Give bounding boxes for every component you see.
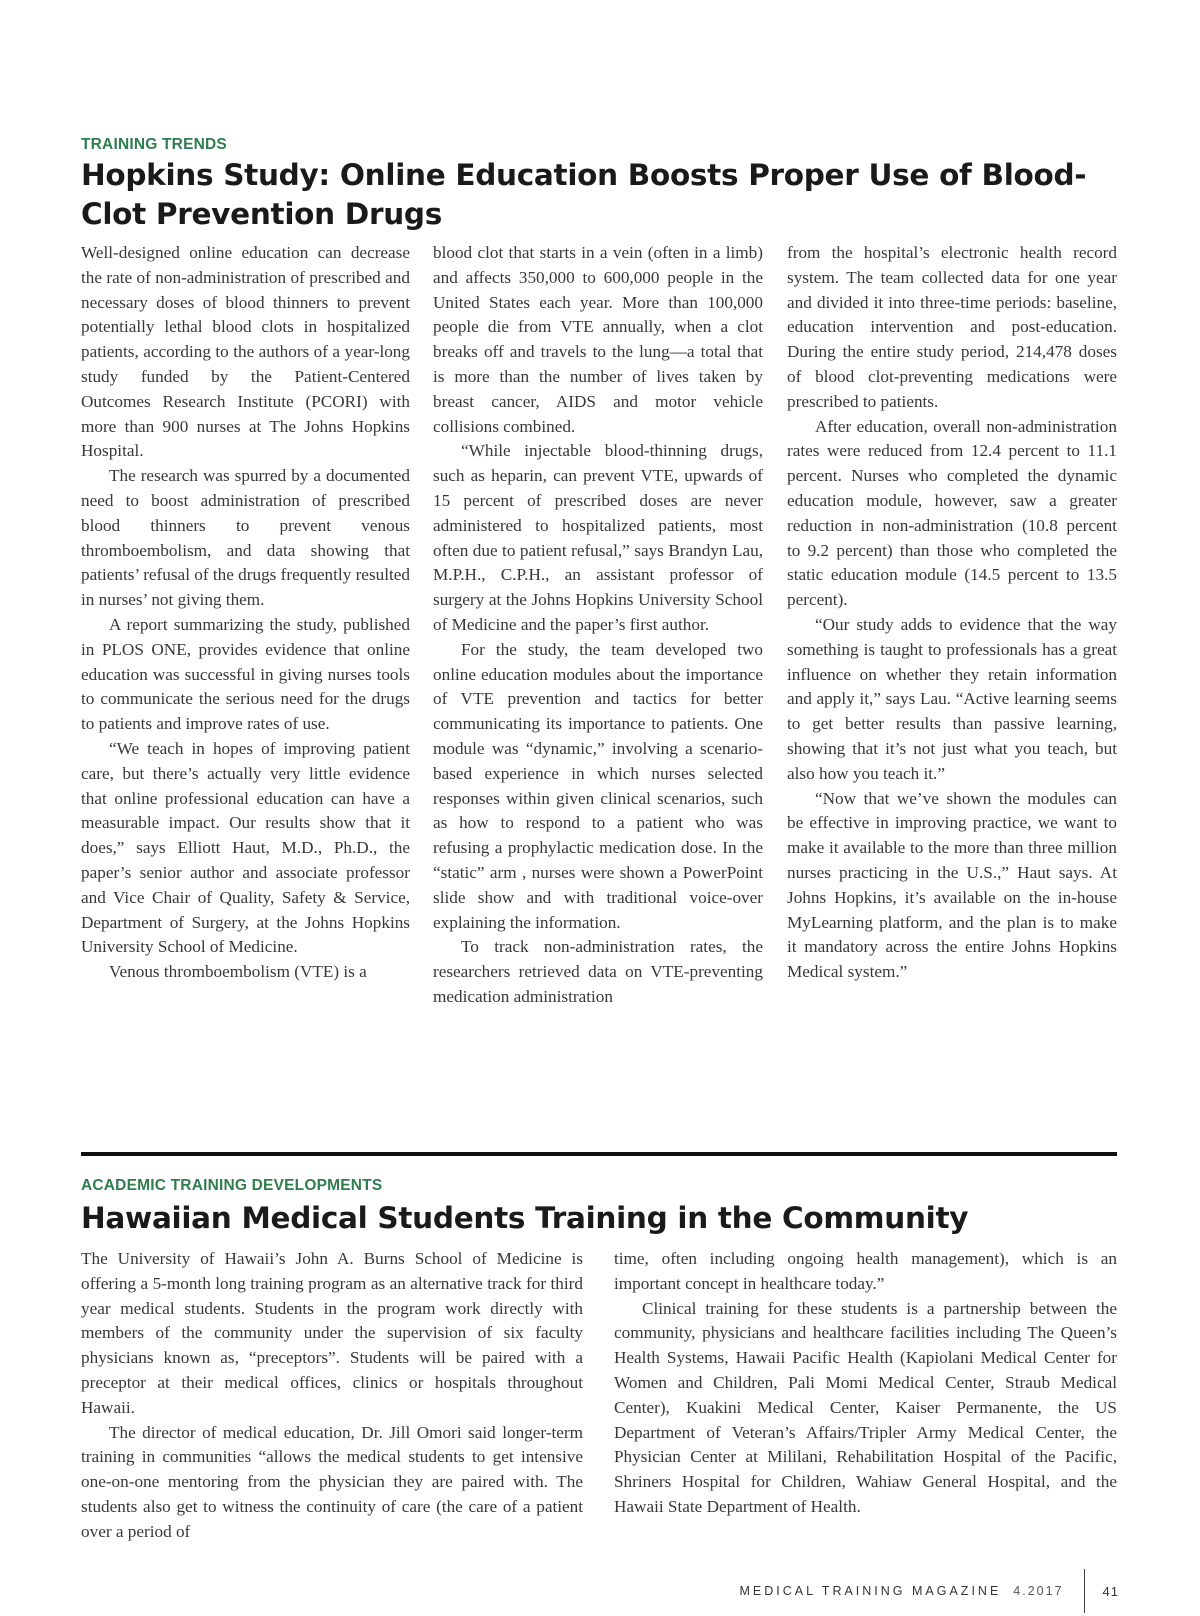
- magazine-name: MEDICAL TRAINING MAGAZINE: [739, 1584, 1002, 1598]
- article-body-columns: [81, 241, 1117, 1010]
- page-footer: [739, 1569, 1119, 1613]
- headline-line-1: Hopkins Study: Online Education Boosts Proper Use of Blood-: [81, 158, 1087, 192]
- paragraph: from the hospital’s electronic health record system. The team collected data for one year and divided it into three-time periods: baseline, education intervention and post-education. During the entire study period, 214,478 doses of blood clot-preventing medications were prescribed to patients.: [787, 243, 1117, 411]
- paragraph: Clinical training for these students is a partnership between the community, physicians and healthcare facilities including The Queen’s Health Systems, Hawaii Pacific Health (Kapiolani Medical Center for Women and Children, Pali Momi Medical Center, Straub Medical Center), Kuakini Medical Center, Kaiser Permanente, the US Department of Veteran’s Affairs/Tripler Army Medical Center, the Physician Center at Mililani, Rehabilitation Hospital of the Pacific, Shriners Hospital for Children, Wahiaw General Hospital, and the Hawaii State Department of Health.: [614, 1298, 1117, 1516]
- paragraph: “We teach in hopes of improving patient care, but there’s actually very little evidence that online professional education can have a measurable impact. Our results show that it does,” says Elliott Haut, M.D., Ph.D., the paper’s senior author and associate professor and Vice Chair of Quality, Safety & Service, Department of Surgery, at the Johns Hopkins University School of Medicine.: [81, 738, 410, 957]
- section-divider: [81, 1152, 1117, 1156]
- paragraph: “Now that we’ve shown the modules can be effective in improving practice, we want to make it available to the more than three million nurses practicing in the U.S.,” Haut says. At Johns Hopkins, it’s available on the in-house MyLearning platform, and the plan is to make it mandatory across the entire Johns Hopkins Medical system.”: [787, 788, 1117, 982]
- issue-date: 4.2017: [1013, 1584, 1064, 1598]
- paragraph: Venous thromboembolism (VTE) is a: [109, 962, 367, 982]
- paragraph: To track non-administration rates, the researchers retrieved data on VTE-preventing medication administration: [433, 937, 763, 1006]
- article-headline: Hawaiian Medical Students Training in the Community: [81, 1201, 969, 1235]
- paragraph: After education, overall non-administration rates were reduced from 12.4 percent to 11.1 percent. Nurses who completed the dynamic education module, however, saw a greater reduction in non-administration (10.8 percent to 9.2 percent) than those who completed the static education module (14.5 percent to 13.5 percent).: [787, 416, 1117, 610]
- body-column-2: [614, 1247, 1117, 1545]
- paragraph: The director of medical education, Dr. Jill Omori said longer-term training in communities “allows the medical students to get intensive one-on-one mentoring from the physician they are paired with. The students also get to witness the continuity of care (the care of a patient over a period of: [81, 1422, 583, 1541]
- headline-line-2: Clot Prevention Drugs: [81, 197, 442, 231]
- article-headline: [81, 156, 1086, 234]
- body-column-2: [433, 241, 763, 1010]
- paragraph: The University of Hawaii’s John A. Burns School of Medicine is offering a 5-month long training program as an alternative track for third year medical students. Students in the program work directly with members of the community under the supervision of six faculty physicians known as, “preceptors”. Students will be paired with a preceptor at their medical offices, clinics or hospitals throughout Hawaii.: [81, 1249, 583, 1417]
- paragraph: The research was spurred by a documented need to boost administration of prescribed blood thinners to prevent venous thromboembolism, and data showing that patients’ refusal of the drugs frequently resulted in nurses’ not giving them.: [81, 466, 410, 610]
- body-column-1: [81, 241, 410, 1010]
- body-column-1: [81, 1247, 583, 1545]
- body-column-3: [787, 241, 1117, 1010]
- paragraph: Well-designed online education can decrease the rate of non-administration of prescribed and necessary doses of blood thinners to prevent potentially lethal blood clots in hospitalized patients, according to the authors of a year-long study funded by the Patient-Centered Outcomes Research Institute (PCORI) with more than 900 nurses at The Johns Hopkins Hospital.: [81, 243, 410, 461]
- footer-divider: [1084, 1569, 1085, 1613]
- paragraph: A report summarizing the study, published in PLOS ONE, provides evidence that online education was successful in giving nurses tools to communicate the serious need for the drugs to patients and improve rates of use.: [81, 614, 410, 734]
- paragraph: For the study, the team developed two online education modules about the importance of VTE prevention and tactics for better communicating its importance to patients. One module was “dynamic,” involving a scenario-based experience in which nurses selected responses within given clinical scenarios, such as how to respond to a patient who was refusing a prophylactic medication dose. In the “static” arm , nurses were shown a PowerPoint slide show and with traditional voice-over explaining the information.: [433, 639, 763, 932]
- paragraph: “Our study adds to evidence that the way something is taught to professionals has a great influence on whether they retain information and apply it,” says Lau. “Active learning seems to get better results than passive learning, showing that it’s not just what you teach, but also how you teach it.”: [787, 614, 1117, 783]
- paragraph: blood clot that starts in a vein (often in a limb) and affects 350,000 to 600,000 people in the United States each year. More than 100,000 people die from VTE annually, when a clot breaks off and travels to the lung—a total that is more than the number of lives taken by breast cancer, AIDS and motor vehicle collisions combined.: [433, 243, 763, 436]
- section-kicker: TRAINING TRENDS: [81, 136, 227, 153]
- article-body-columns: [81, 1247, 1117, 1545]
- paragraph: time, often including ongoing health management), which is an important concept in healthcare today.”: [614, 1249, 1117, 1293]
- paragraph: “While injectable blood-thinning drugs, such as heparin, can prevent VTE, upwards of 15 percent of prescribed doses are never administered to hospitalized patients, most often due to patient refusal,” says Brandyn Lau, M.P.H., C.P.H., an assistant professor of surgery at the Johns Hopkins University School of Medicine and the paper’s first author.: [433, 441, 763, 634]
- page-number: 41: [1102, 1583, 1119, 1599]
- section-kicker: ACADEMIC TRAINING DEVELOPMENTS: [81, 1177, 383, 1194]
